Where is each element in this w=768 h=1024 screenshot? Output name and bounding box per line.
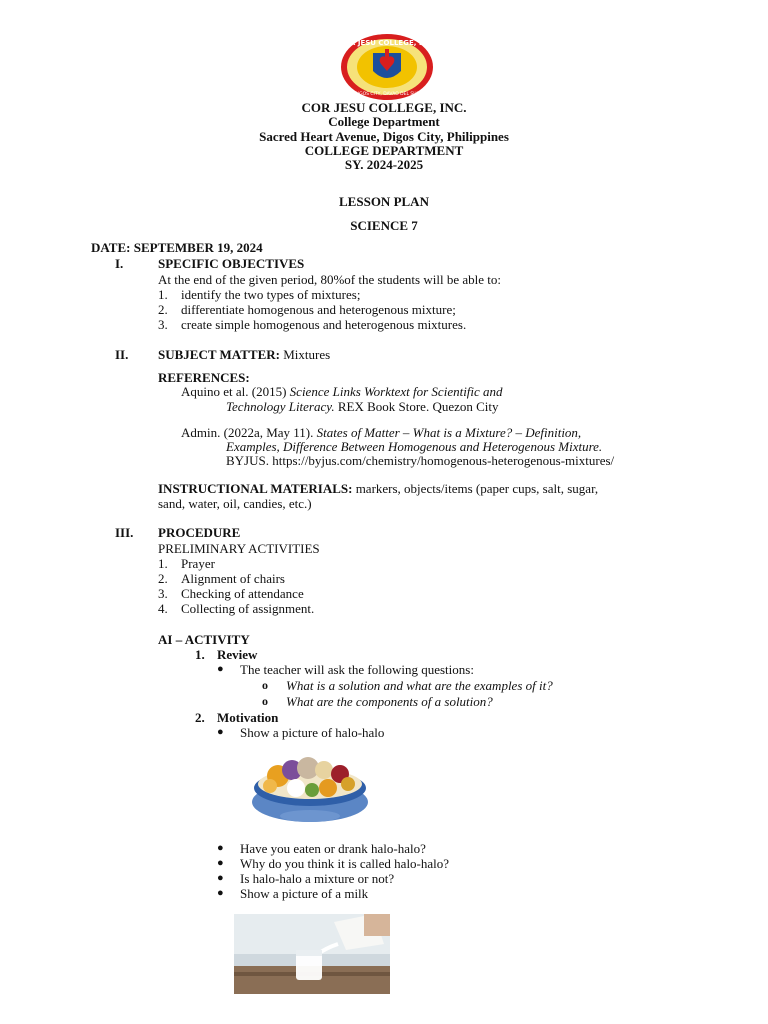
bullet-icon: ●: [217, 887, 224, 899]
objective-item: differentiate homogenous and heterogenous mixture;: [181, 302, 456, 317]
school-name: COR JESU COLLEGE, INC.: [301, 100, 467, 115]
ref2-url-line: BYJUS. https://byjus.com/chemistry/homogenous-heterogenous-mixtures/: [226, 453, 615, 468]
subject-title: SCIENCE 7: [350, 218, 418, 233]
objectives-heading: SPECIFIC OBJECTIVES: [158, 256, 305, 271]
reference-1-line-2: [226, 399, 499, 414]
motivation-question: Show a picture of a milk: [240, 886, 369, 901]
logo-sub-text: DIGOS CITY, DAVAO DEL SUR: [354, 92, 420, 97]
objective-number: 1.: [158, 287, 168, 302]
bullet-icon: ●: [217, 857, 224, 869]
address: Sacred Heart Avenue, Digos City, Philippines: [259, 129, 509, 144]
sub-bullet-icon: o: [262, 694, 268, 708]
materials-label: INSTRUCTIONAL MATERIALS:: [158, 481, 353, 496]
activity-heading: AI – ACTIVITY: [158, 632, 250, 647]
lesson-plan-title: LESSON PLAN: [339, 194, 429, 209]
bullet-icon: ●: [217, 663, 224, 675]
motivation-bullet: Show a picture of halo-halo: [240, 725, 385, 740]
prelim-number: 4.: [158, 601, 168, 616]
milk-image: [234, 914, 390, 994]
procedure-heading: PROCEDURE: [158, 525, 241, 540]
prelim-item: Collecting of assignment.: [181, 601, 315, 616]
ref1-title-cont: Technology Literacy.: [226, 399, 335, 414]
section-iii-numeral: III.: [115, 525, 134, 540]
prelim-number: 3.: [158, 586, 168, 601]
objectives-intro: At the end of the given period, 80%of the students will be able to:: [158, 272, 501, 287]
subject-matter-value: Mixtures: [283, 347, 331, 362]
ref2-author: Admin. (2022a, May 11).: [181, 425, 317, 440]
college-logo: [340, 33, 434, 101]
motivation-question: Is halo-halo a mixture or not?: [240, 871, 395, 886]
halo-halo-image: [248, 744, 372, 826]
review-question: What are the components of a solution?: [286, 694, 493, 709]
subject-matter-line: [158, 347, 330, 362]
prelim-item: Checking of attendance: [181, 586, 304, 601]
objective-number: 2.: [158, 302, 168, 317]
prelim-item: Prayer: [181, 556, 215, 571]
objective-item: identify the two types of mixtures;: [181, 287, 361, 302]
ref2-title: States of Matter – What is a Mixture? – Definition,: [316, 425, 582, 440]
materials-line-1: [158, 481, 598, 496]
references-label: REFERENCES:: [158, 370, 250, 385]
review-bullet: The teacher will ask the following questions:: [240, 662, 474, 677]
ref1-title: Science Links Worktext for Scientific and: [289, 384, 503, 399]
bullet-icon: ●: [217, 872, 224, 884]
preliminary-heading: PRELIMINARY ACTIVITIES: [158, 541, 320, 556]
motivation-label: Motivation: [217, 710, 279, 725]
section-i-numeral: I.: [115, 256, 124, 271]
reference-1-line-1: [181, 384, 503, 399]
prelim-number: 2.: [158, 571, 168, 586]
motivation-number: 2.: [195, 710, 205, 725]
objective-number: 3.: [158, 317, 168, 332]
objective-item: create simple homogenous and heterogenous mixtures.: [181, 317, 467, 332]
review-question: What is a solution and what are the examples of it?: [286, 678, 553, 693]
review-label: Review: [217, 647, 258, 662]
bullet-icon: ●: [217, 842, 224, 854]
department: College Department: [328, 114, 440, 129]
motivation-question: Why do you think it is called halo-halo?: [240, 856, 450, 871]
prelim-item: Alignment of chairs: [181, 571, 285, 586]
ref2-title-cont: Examples, Difference Between Homogenous and Heterogenous Mixture.: [226, 439, 603, 454]
prelim-number: 1.: [158, 556, 168, 571]
department-caps: COLLEGE DEPARTMENT: [304, 143, 464, 158]
sub-bullet-icon: o: [262, 678, 268, 692]
reference-2-line-1: [181, 425, 581, 440]
section-ii-numeral: II.: [115, 347, 129, 362]
subject-matter-label: SUBJECT MATTER:: [158, 347, 280, 362]
bullet-icon: ●: [217, 726, 224, 738]
materials-value: markers, objects/items (paper cups, salt, sugar,: [352, 481, 599, 496]
review-number: 1.: [195, 647, 205, 662]
materials-line-2: sand, water, oil, candies, etc.): [158, 496, 312, 511]
school-year: SY. 2024-2025: [344, 157, 424, 172]
motivation-question: Have you eaten or drank halo-halo?: [240, 841, 426, 856]
ref1-author: Aquino et al. (2015): [181, 384, 290, 399]
ref1-publisher: REX Book Store. Quezon City: [334, 399, 499, 414]
logo-ring-text: COR JESU COLLEGE, INC.: [340, 39, 434, 47]
date: DATE: SEPTEMBER 19, 2024: [91, 240, 263, 255]
